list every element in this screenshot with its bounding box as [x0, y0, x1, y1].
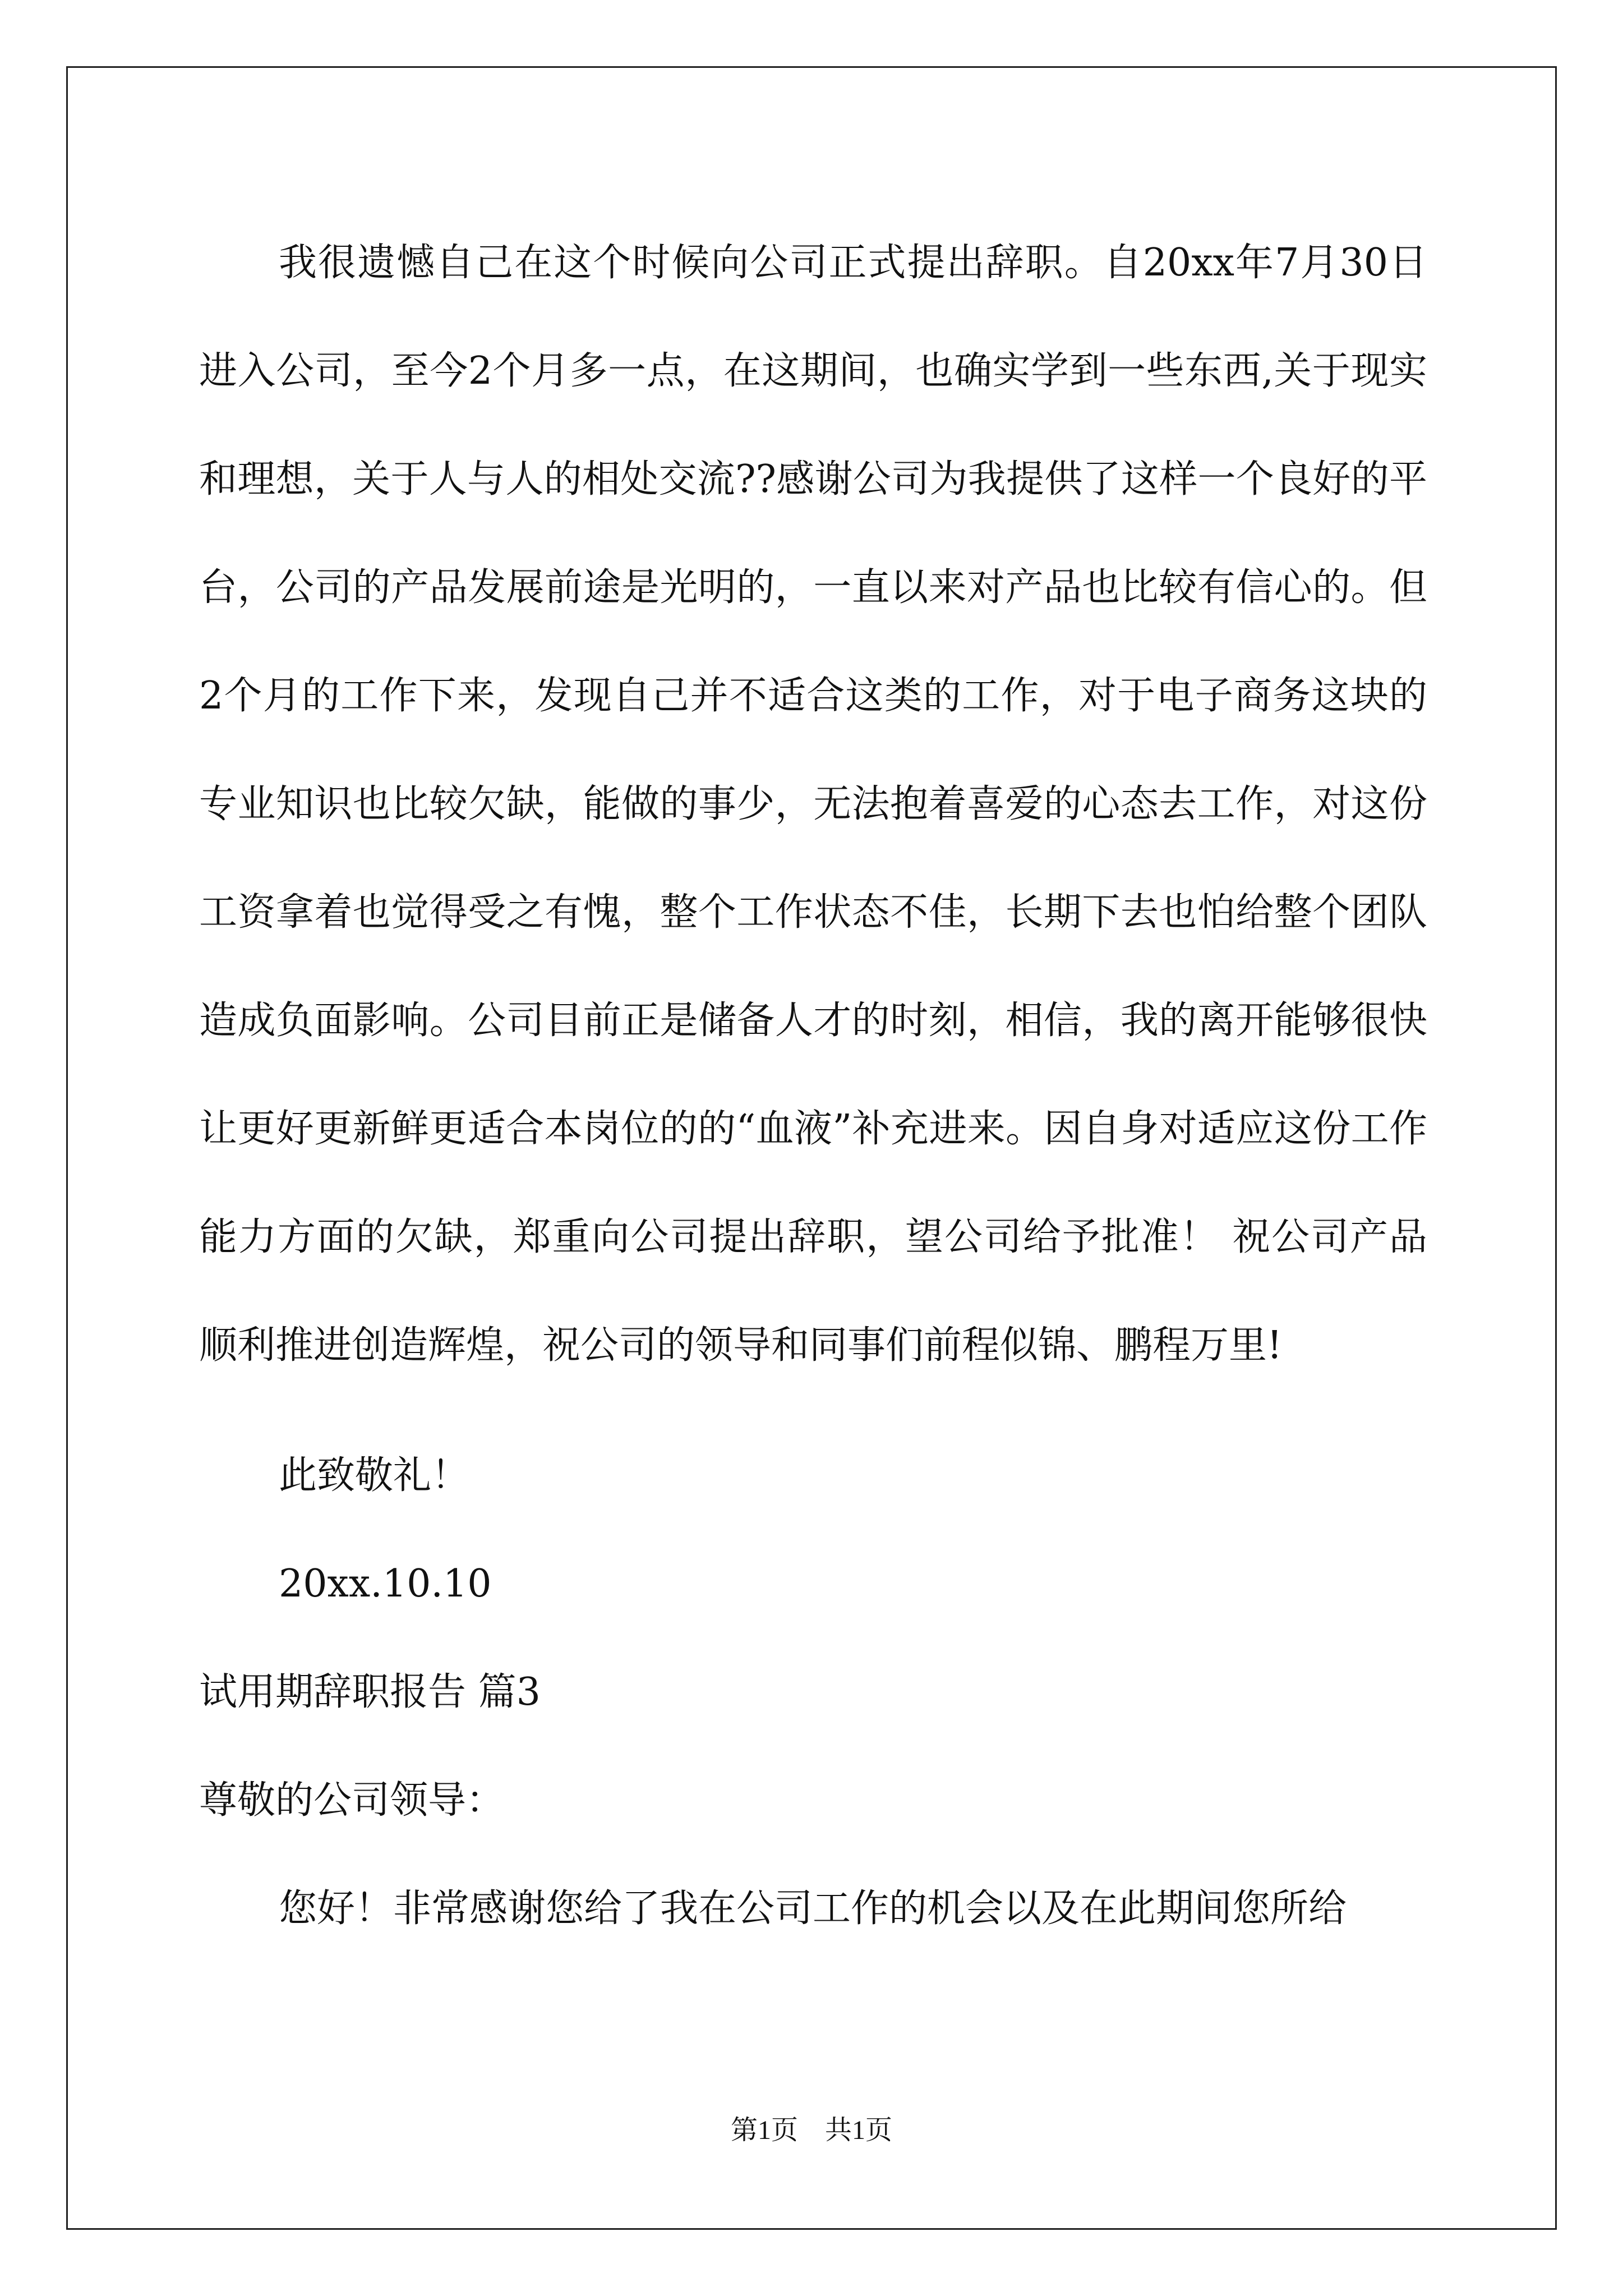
document-body	[199, 209, 1427, 1936]
resignation-paragraph: 我很遗憾自己在这个时候向公司正式提出辞职。自20xx年7月30日进入公司，至今2个月多一点，在这期间，也确实学到一些东西,关于现实和理想，关于人与人的相处交流??感谢公司为我提供了这样一个良好的平台，公司的产品发展前途是光明的，一直以来对产品也比较有信心的。但2个月的工作下来，发现自己并不适合这类的工作，对于电子商务这块的专业知识也比较欠缺，能做的事少，无法抱着喜爱的心态去工作，对这份工资拿着也觉得受之有愧，整个工作状态不佳，长期下去也怕给整个团队造成负面影响。公司目前正是储备人才的时刻，相信，我的离开能够很快让更好更新鲜更适合本岗位的的“血液”补充进来。因自身对适应这份工作能力方面的欠缺，郑重向公司提出辞职，望公司给予批准！ 祝公司产品顺利推进创造辉煌，祝公司的领导和同事们前程似锦、鹏程万里!	[199, 241, 1427, 1368]
date-line: 20xx.10.10	[279, 1562, 492, 1606]
salutation-line: 尊敬的公司领导：	[199, 1778, 505, 1823]
next-paragraph: 您好！非常感谢您给了我在公司工作的机会以及在此期间您所给	[279, 1887, 1347, 1931]
closing-line: 此致敬礼！	[279, 1453, 470, 1498]
section-title: 试用期辞职报告 篇3	[199, 1670, 541, 1714]
page-footer: 第1页 共1页	[730, 2115, 892, 2145]
